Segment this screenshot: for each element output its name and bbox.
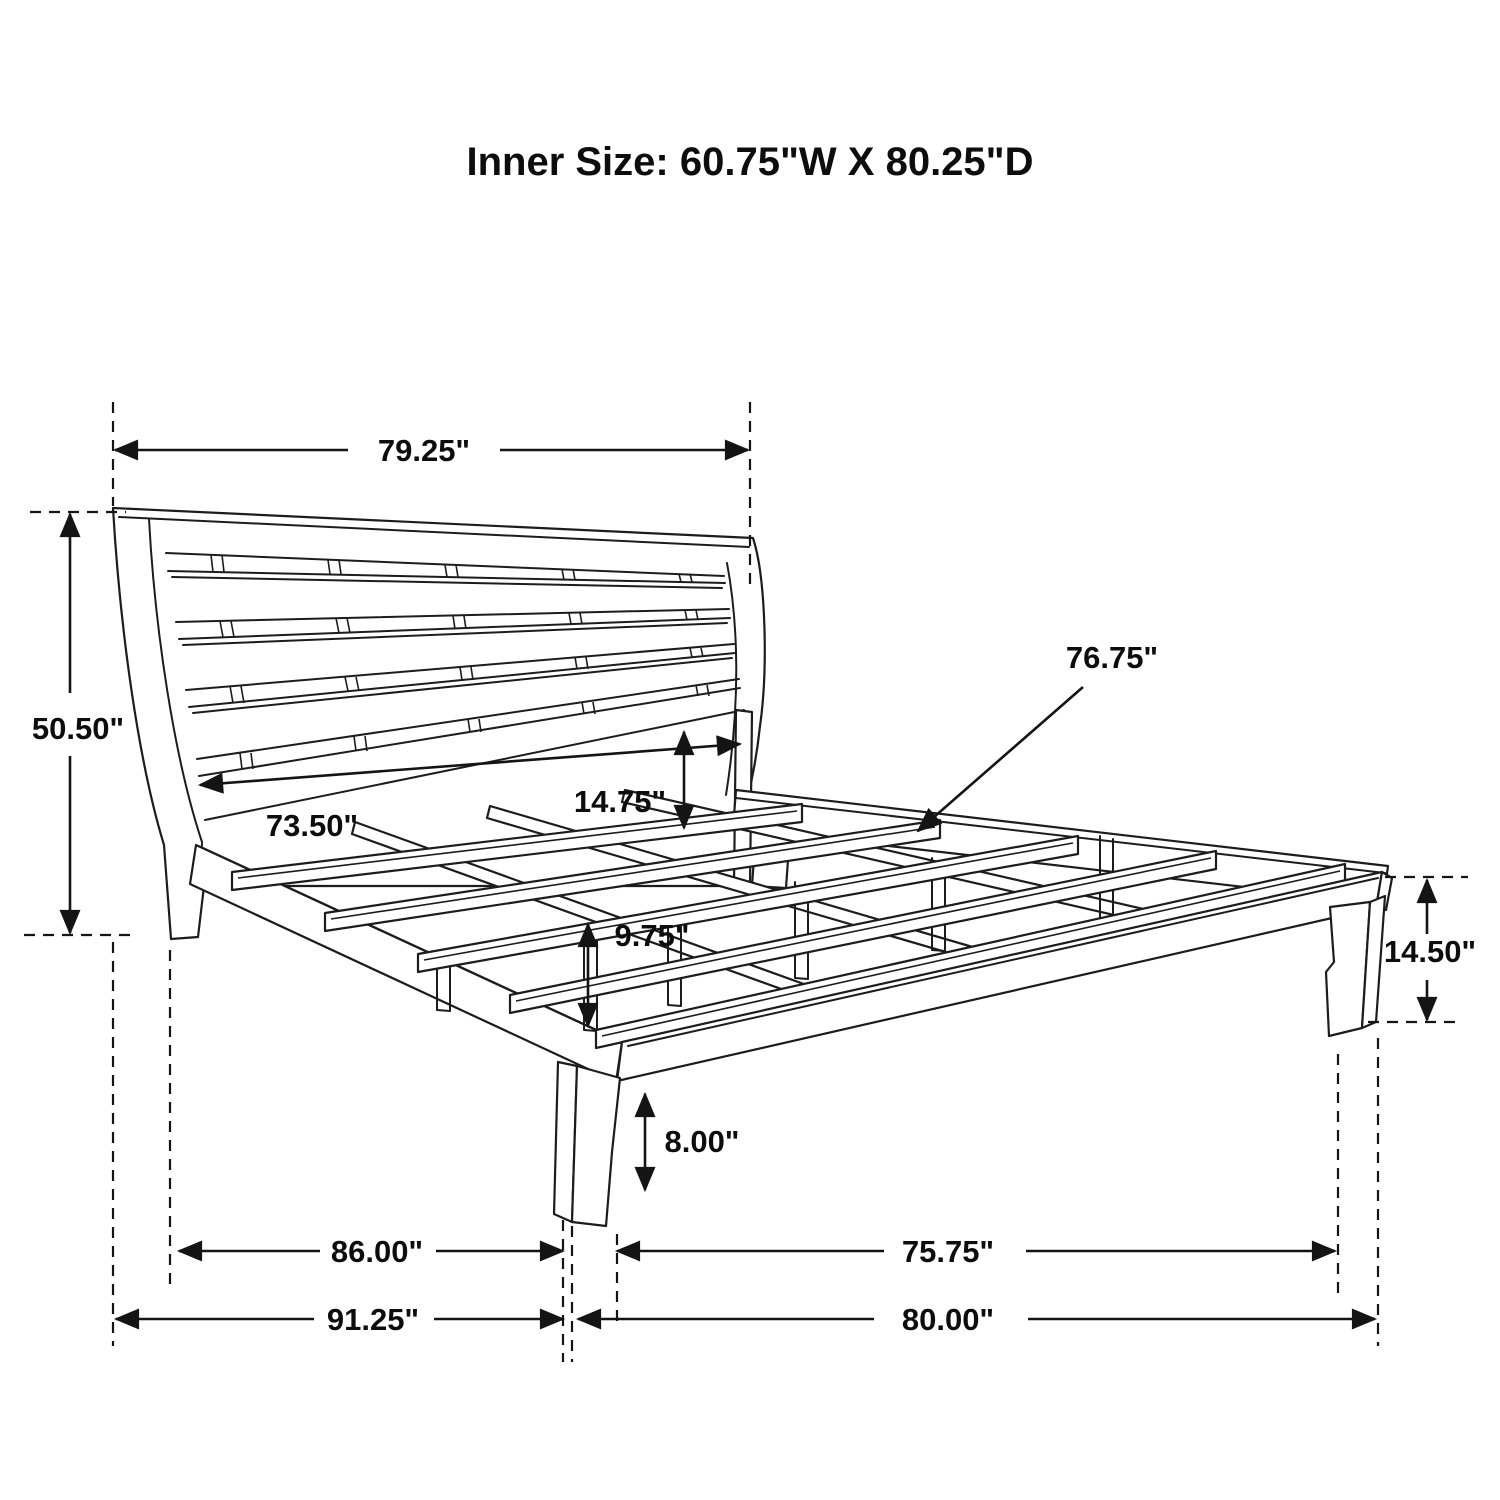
dim-footboard-width (578, 1302, 1375, 1337)
leader-line (918, 687, 1083, 831)
dimension-label: 80.00" (901, 1302, 995, 1337)
dimension-label: 76.75" (1065, 640, 1159, 675)
front-left-leg (572, 1066, 620, 1226)
dimension-label: 79.25" (377, 433, 471, 468)
dim-frame-inner-length (179, 1234, 563, 1269)
diagram-title: Inner Size: 60.75"W X 80.25"D (466, 140, 1034, 184)
dim-overall-length (116, 1302, 563, 1337)
dim-foot-leg-height (645, 1094, 740, 1190)
dimension-label: 73.50" (265, 808, 359, 843)
dim-rail-inner-length (617, 1234, 1335, 1269)
dimension-label: 50.50" (31, 711, 125, 746)
dim-side-rail-length (918, 640, 1158, 831)
dimension-label: 75.75" (901, 1234, 995, 1269)
dimension-label: 14.75" (573, 784, 667, 819)
dimension-label: 9.75" (614, 918, 690, 953)
dimension-label: 86.00" (330, 1234, 424, 1269)
bed-drawing (113, 508, 1392, 1226)
dimension-label: 91.25" (326, 1302, 420, 1337)
dimension-label: 8.00" (664, 1124, 740, 1159)
dimension-label: 14.50" (1383, 934, 1477, 969)
